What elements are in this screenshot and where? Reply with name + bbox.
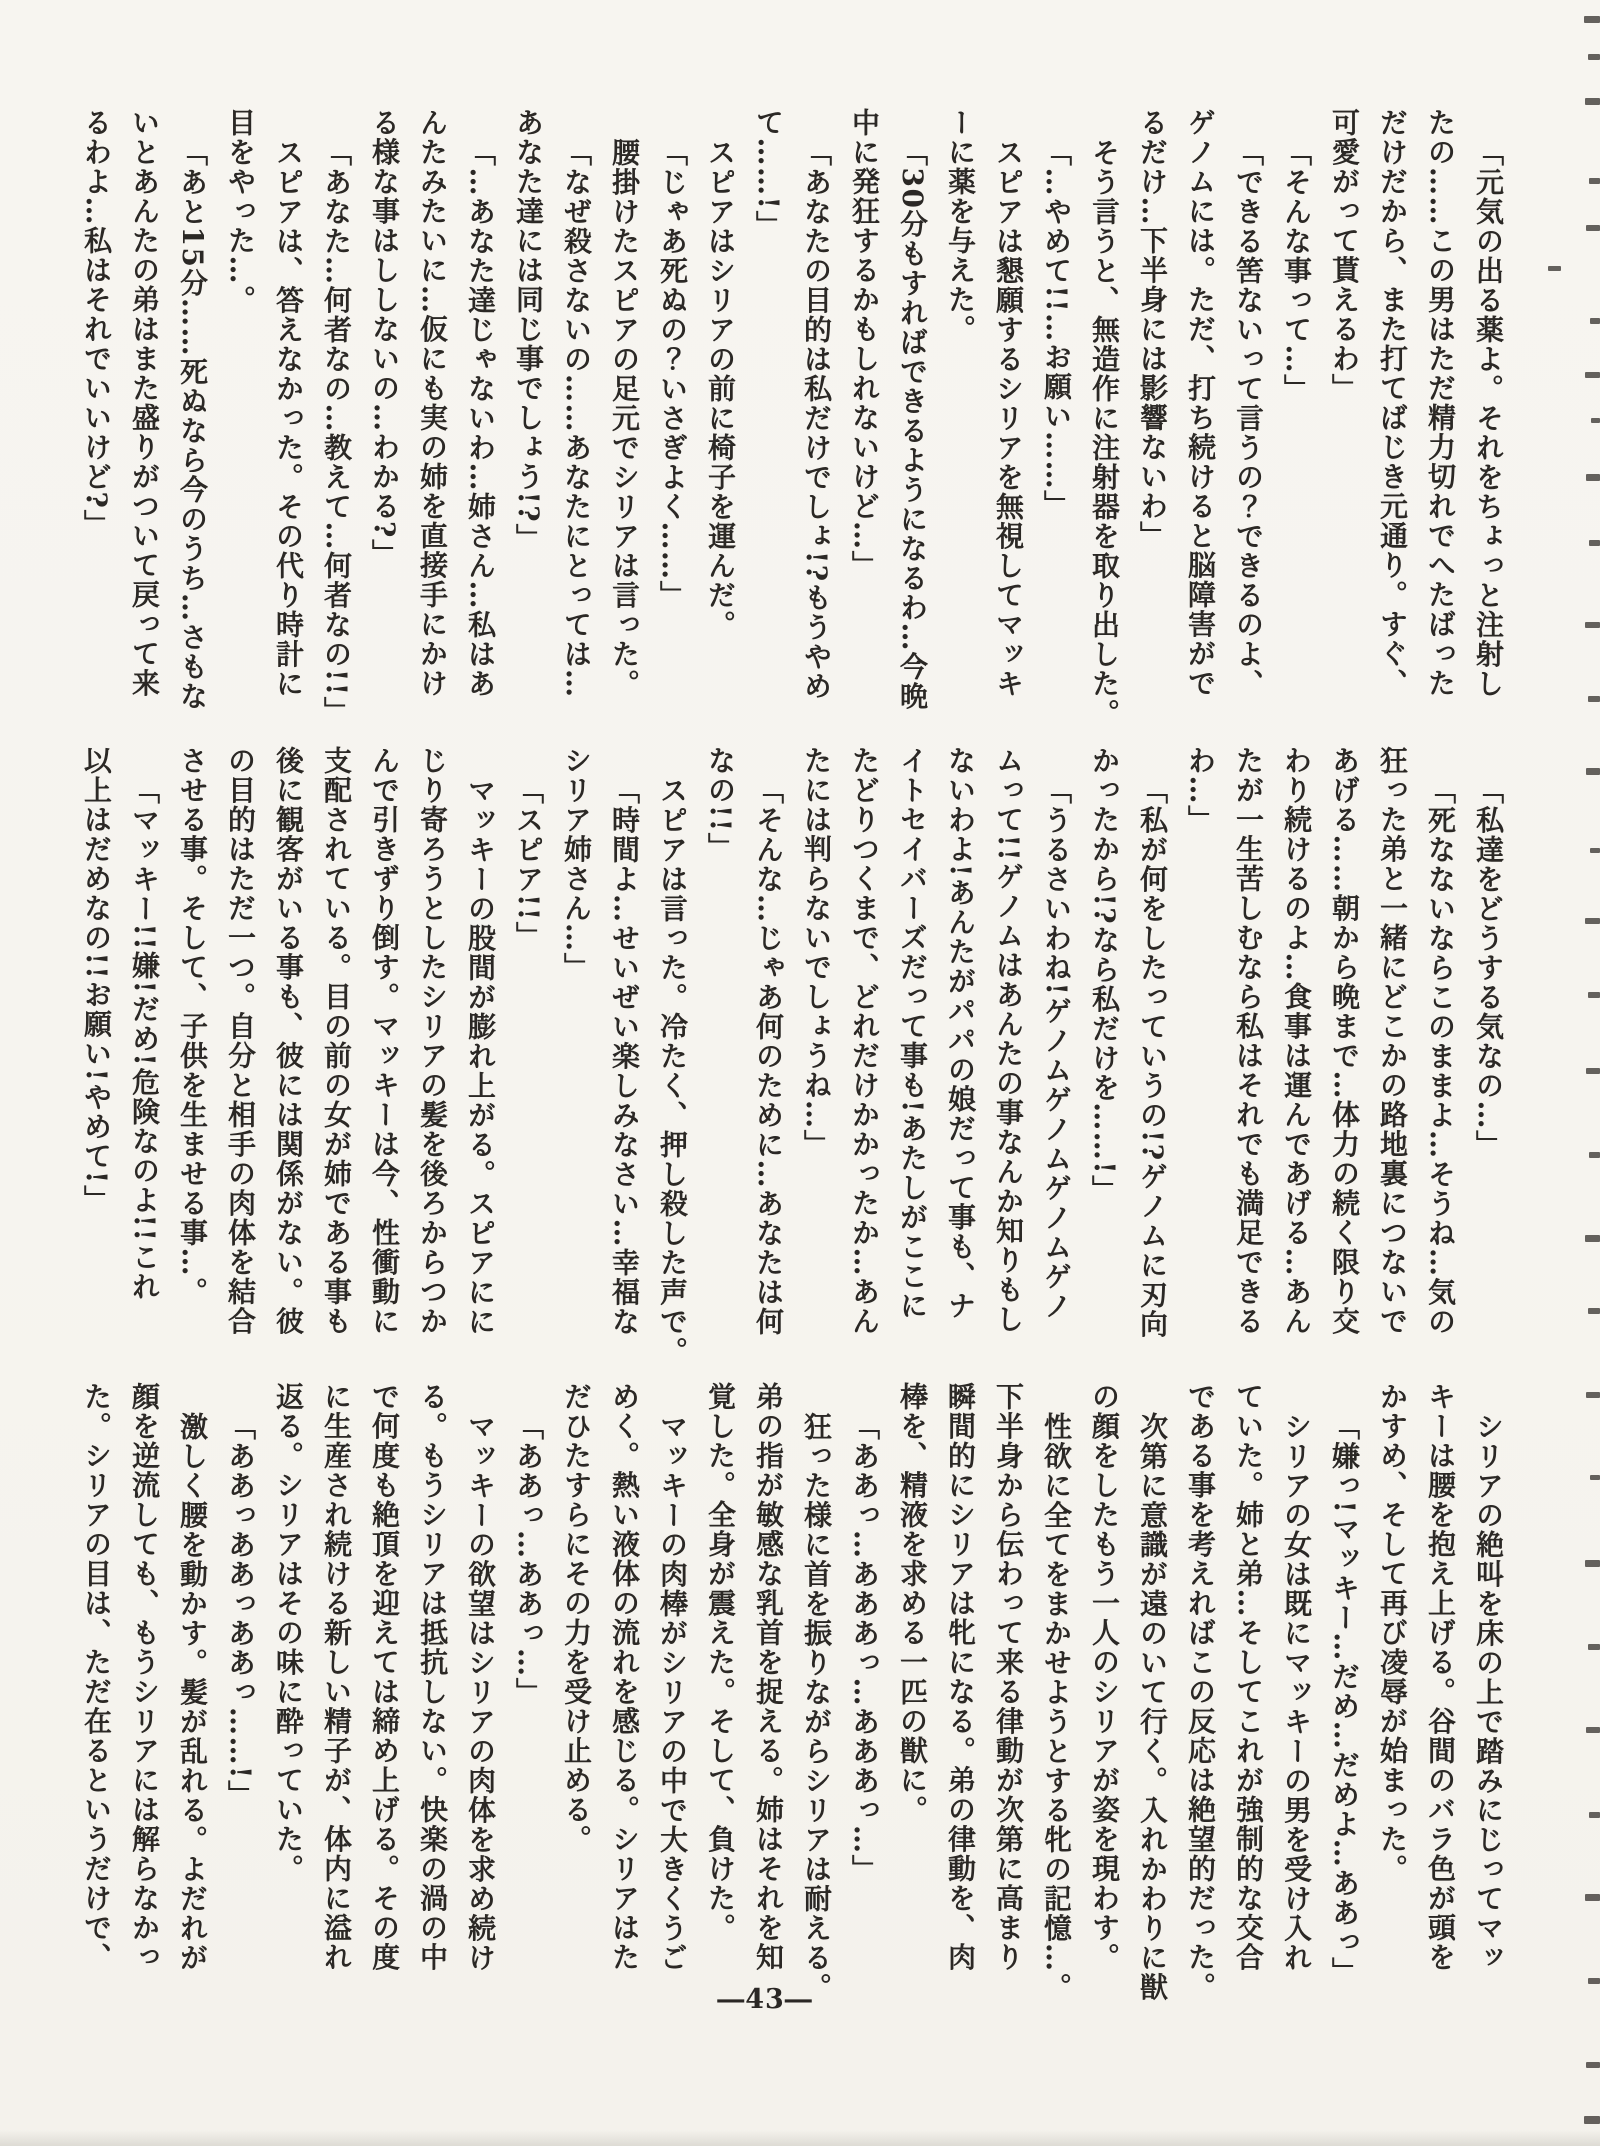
scan-mark [1588, 696, 1600, 702]
text-column: 激しく腰を動かす。髪が乱れる。よだれが [176, 1412, 209, 1973]
text-column: の目的はただ一つ。自分と相手の肉体を結合 [224, 746, 257, 1336]
scan-mark [1584, 2116, 1600, 2124]
text-column: 狂った弟と一緒にどこかの路地裏につないで [1376, 746, 1409, 1336]
text-band-bottom [68, 1382, 1512, 2022]
text-column: 「あなた…何者なの…教えて…何者なの!!」 [320, 138, 353, 727]
scan-mark [1586, 1392, 1600, 1398]
text-column: 「ああっ…あああっ…あああっ…」 [848, 1412, 881, 1884]
text-column: 後に観客がいる事も、彼には関係がない。彼 [272, 746, 305, 1336]
text-column: 「死なないならこのままよ…そうね…気の [1424, 776, 1457, 1337]
scan-mark [1588, 1978, 1600, 1984]
text-column: るだけ…下半身には影響ないわ」 [1136, 108, 1169, 551]
text-column: マッキーの股間が膨れ上がる。スピアにに [464, 776, 497, 1337]
text-column: だけだから、また打てばじき元通り。すぐ、 [1376, 108, 1409, 698]
text-column: マッキーの欲望はシリアの肉体を求め続け [464, 1412, 497, 1973]
text-column: させる事。そして、子供を生ませる事…。 [176, 746, 209, 1307]
text-column: あなた達には同じ事でしょう!?」 [512, 108, 545, 553]
text-column: ないわよ!あんたがパパの娘だって事も、ナ [944, 746, 977, 1321]
scan-mark [1585, 1560, 1600, 1567]
scan-mark [1588, 54, 1600, 60]
scan-mark [1584, 16, 1600, 23]
text-column: 棒を、精液を求める一匹の獣に。 [896, 1382, 929, 1825]
text-column: んたみたいに…仮にも実の姉を直接手にかけ [416, 108, 449, 698]
text-column: たどりつくまで、どれだけかかったか…あん [848, 746, 881, 1336]
scan-mark [1588, 1644, 1600, 1650]
text-column: 「なぜ殺さないの……あなたにとっては… [560, 138, 593, 699]
text-column: 「マッキー!!嫌!だめ!危険なのよ!!これ [128, 776, 161, 1302]
scan-mark [1586, 1727, 1600, 1733]
scan-mark [1586, 474, 1600, 481]
text-column: 次第に意識が遠のいて行く。入れかわりに獣 [1136, 1412, 1169, 2002]
text-band-top [68, 108, 1512, 748]
text-column: 「私が何をしたっていうの!?ゲノムに刃向 [1136, 776, 1169, 1339]
text-column: わり続けるのよ…食事は運んであげる…あん [1280, 746, 1313, 1336]
text-column: たには判らないでしょうね…」 [800, 746, 833, 1159]
text-column: 顔を逆流しても、もうシリアには解らなかっ [128, 1382, 161, 1972]
text-column: じり寄ろうとしたシリアの髪を後ろからつか [416, 746, 449, 1336]
text-column: いとあんたの弟はまた盛りがついて戻って来 [128, 108, 161, 698]
text-column: シリアの絶叫を床の上で踏みにじってマッ [1472, 1412, 1505, 1973]
scan-mark [1585, 1235, 1600, 1242]
text-column: る様な事はししないの…わかる?」 [368, 108, 401, 569]
text-column: かったから!?なら私だけを……!」 [1088, 746, 1121, 1205]
text-column: たの……この男はただ精力切れでへたばった [1424, 108, 1457, 698]
text-column: ーに薬を与えた。 [944, 108, 977, 344]
text-column: 中に発狂するかもしれないけど…」 [848, 108, 881, 580]
text-column: たが一生苦しむなら私はそれでも満足できる [1232, 746, 1265, 1336]
text-column: 覚した。全身が震えた。そして、負けた。 [704, 1382, 737, 1943]
scan-mark [1586, 225, 1600, 231]
text-column: マッキーの肉棒がシリアの中で大きくうご [656, 1412, 689, 1973]
text-column: ゲノムには。ただ、打ち続けると脳障害がで [1184, 108, 1217, 698]
scan-mark [1590, 1475, 1600, 1480]
text-column: 以上はだめなの!!お願い!やめて!」 [80, 746, 113, 1215]
scan-mark [1589, 1152, 1600, 1158]
text-column: シリアの女は既にマッキーの男を受け入れ [1280, 1412, 1313, 1973]
text-column: かすめ、そして再び凌辱が始まった。 [1376, 1382, 1409, 1884]
text-column: 「そんな事って…」 [1280, 138, 1313, 404]
text-column: るわよ…私はそれでいいけど?」 [80, 108, 113, 539]
text-column: て……!」 [752, 108, 785, 240]
text-column: スピアはシリアの前に椅子を運んだ。 [704, 138, 737, 640]
text-column: イトセイバーズだって事も!あたしがここに [896, 746, 929, 1321]
text-column: である事を考えればこの反応は絶望的だった。 [1184, 1382, 1217, 2002]
text-column: 「うるさいわね!ゲノムゲノムゲノムゲノ [1040, 776, 1073, 1321]
scan-mark [1585, 98, 1600, 105]
scan-mark [1586, 1068, 1600, 1074]
text-column: で何度も絶頂を迎えては締め上げる。その度 [368, 1382, 401, 1972]
text-column: 「…あなた達じゃないわ…姉さん…私はあ [464, 138, 497, 699]
text-column: 「あなたの目的は私だけでしょ!?もうやめ [800, 138, 833, 701]
text-column: だひたすらにその力を受け止める。 [560, 1382, 593, 1854]
text-column: 性欲に全てをまかせようとする牝の記憶…。 [1040, 1412, 1073, 2002]
text-column: 「ああっああっああっ……!」 [224, 1412, 257, 1810]
text-column: に生産され続ける新しい精子が、体内に溢れ [320, 1382, 353, 1972]
text-column: 可愛がって貰えるわ」 [1328, 108, 1361, 403]
text-column: 「あと15分……死ぬなら今のうち…さもな [176, 138, 209, 711]
text-column: 「じゃあ死ぬの？いさぎよく……」 [656, 138, 689, 610]
text-column: なの!!」 [704, 746, 737, 863]
text-column: 返る。シリアはその味に酔っていた。 [272, 1382, 305, 1884]
text-column: スピアは懇願するシリアを無視してマッキ [992, 138, 1025, 699]
text-column: 「できる筈ないって言うの？できるのよ、 [1232, 138, 1265, 699]
text-column: 下半身から伝わって来る律動が次第に高まり [992, 1382, 1025, 1972]
scan-mark [1590, 848, 1600, 853]
scan-mark [1588, 1308, 1600, 1314]
text-column: キーは腰を抱え上げる。谷間のバラ色が頭を [1424, 1382, 1457, 1972]
scan-mark [1548, 266, 1561, 271]
text-column: ムって!!ゲノムはあんたの事なんか知りもし [992, 746, 1025, 1335]
text-column: 「元気の出る薬よ。それをちょっと注射し [1472, 138, 1505, 699]
text-column: 「私達をどうする気なの…」 [1472, 776, 1505, 1160]
scan-mark [1590, 318, 1600, 324]
scan-mark [1589, 1812, 1600, 1818]
scan-mark [1588, 992, 1600, 998]
text-column: 「…やめて!!…お願い……」 [1040, 138, 1073, 520]
text-column: 瞬間的にシリアは牝になる。弟の律動を、肉 [944, 1382, 977, 1972]
text-column: 「時間よ…せいぜい楽しみなさい…幸福な [608, 776, 641, 1337]
text-column: んで引きずり倒す。マッキーは今、性衝動に [368, 746, 401, 1336]
text-column: 狂った様に首を振りながらシリアは耐える。 [800, 1412, 833, 2002]
text-column: 弟の指が敏感な乳首を捉える。姉はそれを知 [752, 1382, 785, 1972]
text-column: の顔をしたもう一人のシリアが姿を現わす。 [1088, 1382, 1121, 1972]
text-band-middle [68, 746, 1512, 1386]
text-column: た。シリアの目は、ただ在るというだけで、 [80, 1382, 113, 1972]
scan-mark [1585, 372, 1600, 378]
bottom-edge-shadow [0, 2130, 1600, 2146]
scan-mark [1586, 768, 1600, 775]
text-column: スピアは、答えなかった。その代り時計に [272, 138, 305, 699]
scan-mark [1585, 622, 1600, 628]
text-column: そう言うと、無造作に注射器を取り出した。 [1088, 138, 1121, 728]
text-column: 支配されている。目の前の女が姉である事も [320, 746, 353, 1336]
text-column: シリア姉さん…」 [560, 746, 593, 982]
page-number: ―43― [717, 1984, 813, 2015]
text-column: 「スピア!!」 [512, 776, 545, 952]
text-column: スピアは言った。冷たく、押し殺した声で。 [656, 776, 689, 1366]
text-column: わ…」 [1184, 746, 1217, 835]
scan-mark [1591, 418, 1600, 423]
text-column: めく。熱い液体の流れを感じる。シリアはた [608, 1382, 641, 1972]
text-column: 「30分もすればできるようになるわ…今晩 [896, 138, 929, 711]
text-column: 腰掛けたスピアの足元でシリアは言った。 [608, 138, 641, 699]
text-column: る。もうシリアは抵抗しない。快楽の渦の中 [416, 1382, 449, 1972]
text-column: 「ああっ…ああっ…」 [512, 1412, 545, 1707]
scan-mark [1589, 540, 1600, 546]
text-column: あげる……朝から晩まで…体力の続く限り交 [1328, 746, 1361, 1336]
text-column: ていた。姉と弟…そしてこれが強制的な交合 [1232, 1382, 1265, 1972]
text-column: 目をやった…。 [224, 108, 257, 315]
scan-mark [1586, 2062, 1600, 2068]
scan-mark [1585, 918, 1600, 924]
text-column: 「そんな…じゃあ何のために…あなたは何 [752, 776, 785, 1337]
scan-mark [1589, 178, 1600, 184]
scan-mark [1585, 1894, 1600, 1901]
text-column: 「嫌っ!マッキー…だめ…だめよ…ああっ」 [1328, 1412, 1361, 1987]
